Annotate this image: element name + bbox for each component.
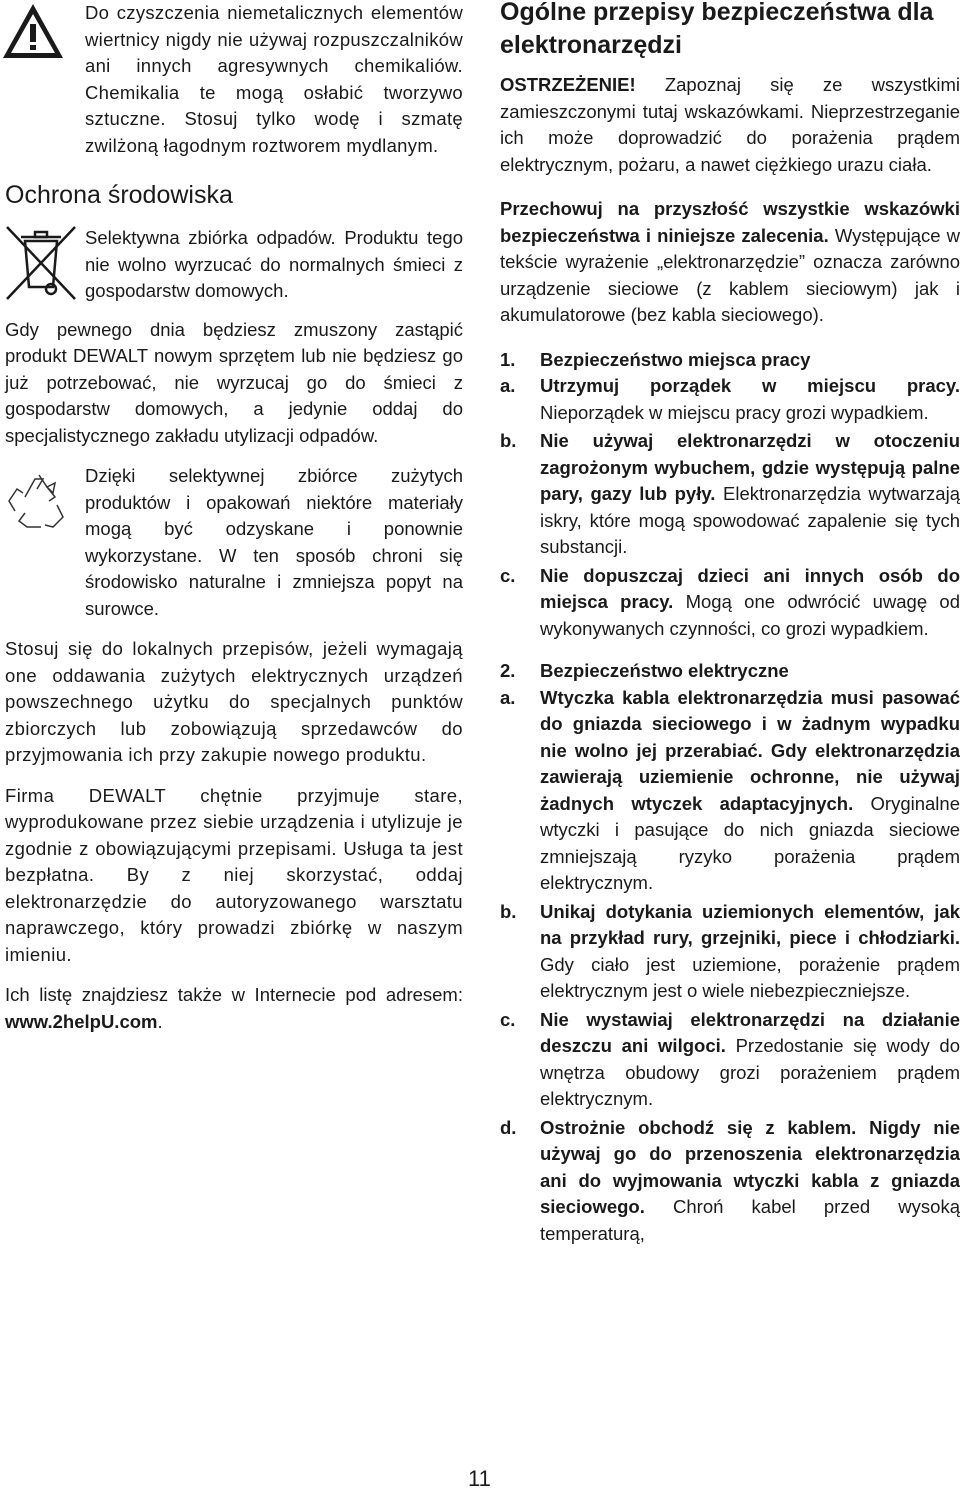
list-item-label: a. bbox=[500, 686, 516, 708]
list-item-text: Ostrożnie obchodź się z kablem. Nigdy nie używaj go do przenoszenia elektronarzędzia ani do wyjmowania wtyczki kabla z gniazda sieciowego. Chroń kabel przed wysoką temperaturą, bbox=[540, 1116, 960, 1244]
list-item-label: b. bbox=[500, 430, 517, 451]
warning-text: Do czyszczenia niemetalicznych elementów wiertnicy nigdy nie używaj rozpuszczalników ani innych agresywnych chemikaliów. Chemikalia te mogą osłabić tworzywo sztuczne. Stosuj tylko wodę i szmatę zwilżoną łagodnym roztworem mydlanym. bbox=[85, 2, 463, 156]
list-item-label: d. bbox=[500, 1116, 517, 1138]
list-item-label: c. bbox=[500, 564, 516, 586]
left-column bbox=[5, 0, 463, 1035]
warning-body: Zapoznaj się ze wszystkimi zamieszczonymi tutaj wskazówkami. Nieprzestrzeganie ich może doprowadzić do porażenia prądem elektrycznym, pożaru, a nawet ciężkiego urazu ciała. bbox=[500, 74, 960, 175]
list-item bbox=[500, 1007, 960, 1113]
waste-bin-text: Selektywna zbiórka odpadów. Produktu tego nie wolno wyrzucać do normalnych śmieci z gospodarstw domowych. bbox=[85, 227, 463, 301]
list-item bbox=[500, 428, 960, 561]
crossed-bin-icon bbox=[3, 223, 79, 303]
list-item-text: Nie wystawiaj elektronarzędzi na działanie deszczu ani wilgoci. Przedostanie się wody do wnętrza obudowy grozi porażeniem prądem elektrycznym. bbox=[540, 1008, 960, 1109]
paragraph-replacement: Gdy pewnego dnia będziesz zmuszony zastąpić produkt DEWALT nowym sprzętem lub nie będziesz go już potrzebować, nie wyrzucaj go do śmieci z gospodarstw domowych, a jedynie oddaj do specjalistycznego zakładu utylizacji odpadów. bbox=[5, 318, 463, 446]
keep-instructions-bold: Przechowuj na przyszłość wszystkie wskazówki bezpieczeństwa i niniejsze zalecenia. bbox=[500, 198, 960, 246]
warning-triangle-icon bbox=[1, 2, 65, 60]
waste-bin-block bbox=[5, 225, 463, 305]
safety-heading: Ogólne przepisy bezpieczeństwa dla elektronarzędzi bbox=[500, 0, 934, 59]
section-2-title: 2. Bezpieczeństwo elektryczne bbox=[500, 660, 789, 681]
list-item bbox=[500, 563, 960, 643]
section-2-list bbox=[500, 685, 960, 1248]
list-item-text: Nie dopuszczaj dzieci ani innych osób do miejsca pracy. Mogą one odwrócić uwagę od wykonywanych czynności, co grozi wypadkiem. bbox=[540, 564, 960, 639]
list-item-text: Utrzymuj porządek w miejscu pracy. Nieporządek w miejscu pracy grozi wypadkiem. bbox=[540, 375, 960, 423]
section-1-list bbox=[500, 373, 960, 642]
list-item-label: c. bbox=[500, 1008, 516, 1030]
environment-heading: Ochrona środowiska bbox=[5, 181, 233, 209]
list-item bbox=[500, 685, 960, 897]
keep-instructions-paragraph bbox=[500, 196, 960, 329]
right-column bbox=[500, 0, 960, 1247]
list-item bbox=[500, 1115, 960, 1248]
page-number: 11 bbox=[468, 1466, 491, 1491]
paragraph-local-rules: Stosuj się do lokalnych przepisów, jeżeli wymagają one oddawania zużytych elektrycznych urządzeń powszechnego użytku do specjalnych punktów zbiorczych lub zobowiązują sprzedawców do przyjmowania ich przy zakupie nowego produktu. bbox=[5, 638, 463, 765]
section-1-title: 1. Bezpieczeństwo miejsca pracy bbox=[500, 348, 811, 370]
recycle-icon bbox=[3, 467, 71, 535]
list-item-label: a. bbox=[500, 375, 516, 396]
recycle-text: Dzięki selektywnej zbiórce zużytych produktów i opakowań niektóre materiały mogą być odzyskane i ponownie wykorzystane. W ten sposób chroni się środowisko naturalne i zmniejsza popyt na surowce. bbox=[85, 465, 463, 619]
internet-url: www.2helpU.com bbox=[5, 1010, 158, 1032]
list-item-text: Unikaj dotykania uziemionych elementów, jak na przykład rury, grzejniki, piece i chłodziarki. Gdy ciało jest uziemione, porażenie prądem elektrycznym jest o wiele niebezpieczniejsze. bbox=[540, 900, 960, 1001]
list-item bbox=[500, 899, 960, 1005]
paragraph-internet: Ich listę znajdziesz także w Internecie pod adresem: www.2helpU.com. bbox=[5, 984, 463, 1032]
list-item-text: Nie używaj elektronarzędzi w otoczeniu zagrożonym wybuchem, gdzie występują palne pary, gazy lub pyły. Elektronarzędzia wytwarzają iskry, które mogą spowodować zapalenie się tych substancji. bbox=[540, 430, 960, 557]
internet-text: Ich listę znajdziesz także w Internecie pod adresem: bbox=[5, 984, 463, 1005]
recycle-block bbox=[5, 463, 463, 622]
warning-block bbox=[5, 0, 463, 159]
list-item bbox=[500, 373, 960, 426]
list-item-label: b. bbox=[500, 900, 517, 922]
warning-label: OSTRZEŻENIE! bbox=[500, 74, 636, 95]
warning-paragraph bbox=[500, 72, 960, 178]
list-item-text: Wtyczka kabla elektronarzędzia musi pasować do gniazda sieciowego i w żadnym wypadku nie wolno jej przerabiać. Gdy elektronarzędzia zawierają uziemienie ochronne, nie używaj żadnych wtyczek adaptacyjnych. Oryginalne wtyczki i pasujące do nich gniazda sieciowe zmniejszają ryzyko porażenia prądem elektrycznym. bbox=[540, 686, 960, 893]
keep-instructions-text: Występujące w tekście wyrażenie „elektronarzędzie” oznacza zarówno urządzenie sieciowe (z kablem sieciowym) jak i akumulatorowe (bez kabla sieciowego). bbox=[500, 224, 960, 325]
paragraph-dewalt-service: Firma DEWALT chętnie przyjmuje stare, wyprodukowane przez siebie urządzenia i utylizuje je zgodnie z obowiązującymi przepisami. Usługa ta jest bezpłatna. By z niej skorzystać, oddaj elektronarzędzie do autoryzowanego warsztatu naprawczego, który prowadzi zbiórkę w naszym imieniu. bbox=[5, 784, 463, 965]
